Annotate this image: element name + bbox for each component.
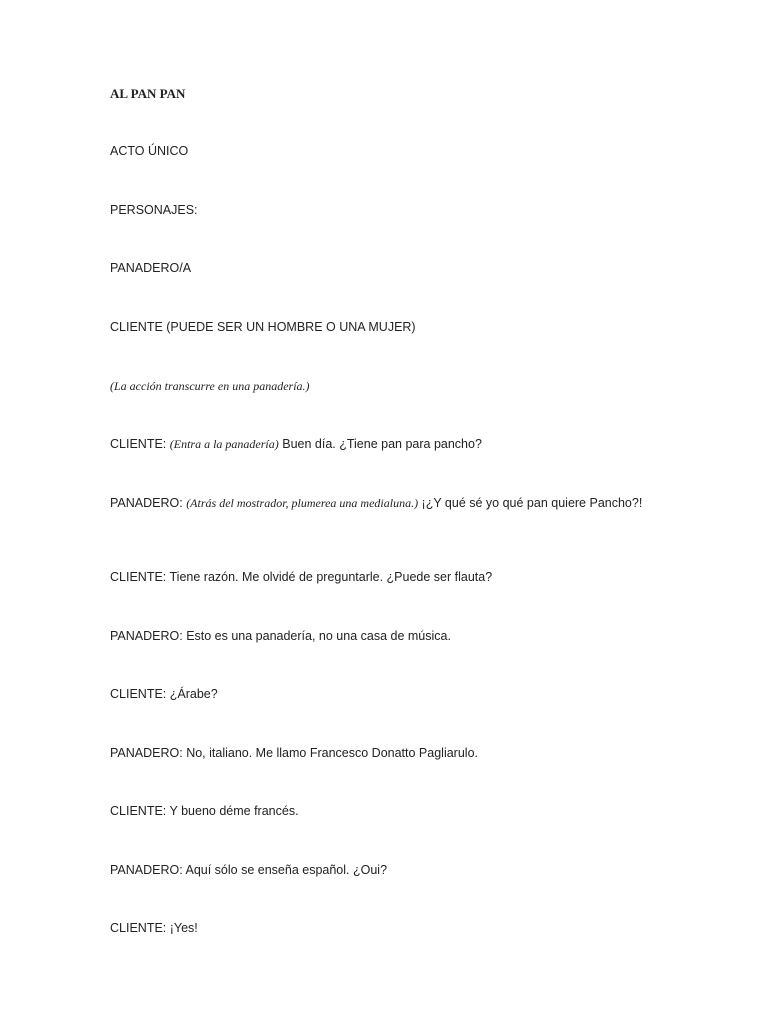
speaker-name: PANADERO: [110, 629, 183, 643]
act-label: ACTO ÚNICO [110, 144, 189, 158]
dialogue-line [110, 746, 650, 761]
speaker-name: CLIENTE: [110, 437, 167, 451]
character-client: CLIENTE (PUEDE SER UN HOMBRE O UNA MUJER) [110, 320, 416, 334]
play-title: AL PAN PAN [110, 86, 186, 101]
dialogue-line [110, 629, 650, 644]
dialogue-text: Y bueno déme francés. [169, 804, 299, 818]
speaker-name: CLIENTE: [110, 921, 167, 935]
dialogue-text: Buen día. ¿Tiene pan para pancho? [282, 437, 482, 451]
dialogue-text: No, italiano. Me llamo Francesco Donatto Pagliarulo. [186, 746, 478, 760]
dialogue-line [110, 921, 650, 936]
speaker-name: PANADERO: [110, 746, 183, 760]
dialogue-text: ¡¿Y qué sé yo qué pan quiere Pancho?! [421, 496, 643, 510]
speaker-name: PANADERO: [110, 863, 183, 877]
dialogue-line [110, 496, 650, 511]
dialogue-line [110, 804, 650, 819]
stage-direction: (Entra a la panadería) [169, 437, 279, 451]
character-baker: PANADERO/A [110, 261, 192, 275]
dialogue-text: ¡Yes! [169, 921, 198, 935]
setting-stage-direction: (La acción transcurre en una panadería.) [110, 379, 310, 393]
dialogue-text: Aquí sólo se enseña español. ¿Oui? [185, 863, 388, 877]
dialogue-text: Esto es una panadería, no una casa de música. [186, 629, 451, 643]
dialogue-line [110, 687, 650, 702]
dialogue-line [110, 437, 650, 452]
speaker-name: CLIENTE: [110, 687, 167, 701]
speaker-name: CLIENTE: [110, 570, 167, 584]
stage-direction: (Atrás del mostrador, plumerea una medialuna.) [186, 496, 419, 510]
dialogue-line [110, 570, 650, 585]
speaker-name: CLIENTE: [110, 804, 167, 818]
dialogue-text: ¿Árabe? [169, 687, 218, 701]
speaker-name: PANADERO: [110, 496, 183, 510]
characters-heading: PERSONAJES: [110, 203, 198, 217]
dialogue-text: Tiene razón. Me olvidé de preguntarle. ¿Puede ser flauta? [169, 570, 493, 584]
dialogue-line [110, 863, 650, 878]
